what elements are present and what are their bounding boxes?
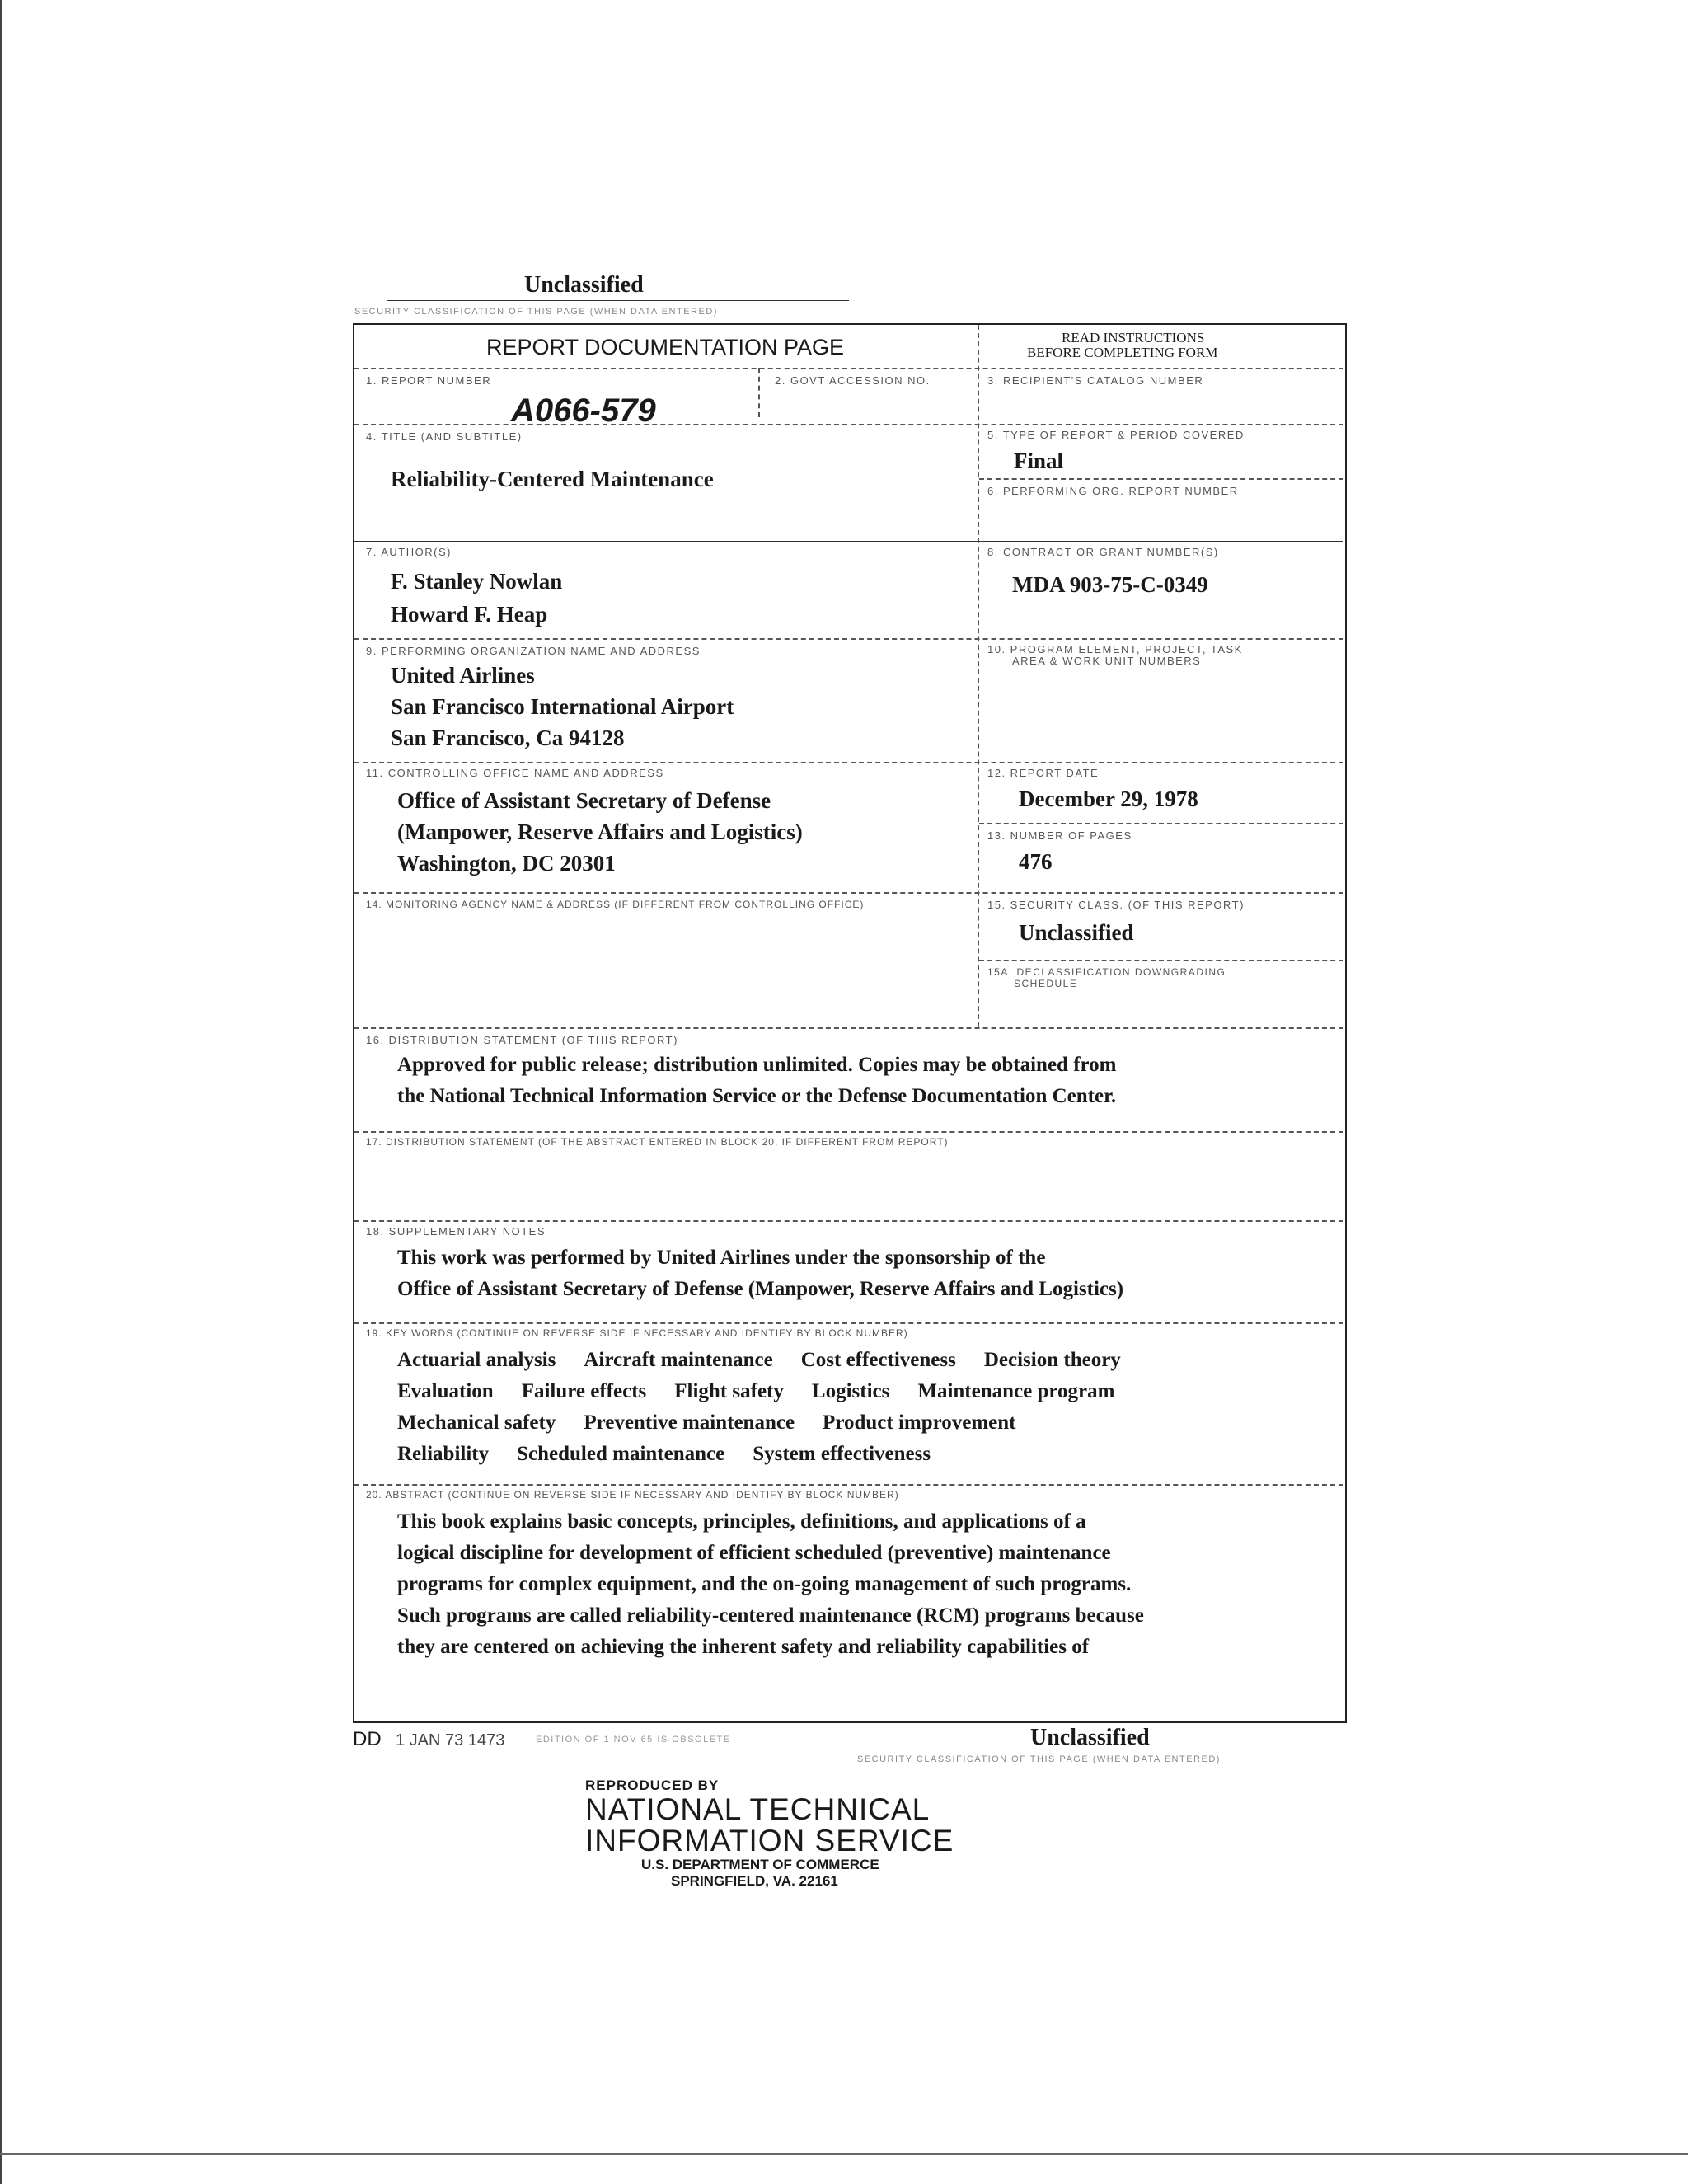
label-program-element-1: 10. PROGRAM ELEMENT, PROJECT, TASK xyxy=(987,643,1243,655)
label-recipient-catalog: 3. RECIPIENT'S CATALOG NUMBER xyxy=(987,374,1204,387)
abstract-line-1: This book explains basic concepts, principles, definitions, and applications of a xyxy=(397,1510,1086,1533)
key-word: Logistics xyxy=(811,1380,890,1402)
label-supplementary-notes: 18. SUPPLEMENTARY NOTES xyxy=(366,1225,546,1238)
label-title: 4. TITLE (AND SUBTITLE) xyxy=(366,430,523,443)
form-number: 1 JAN 73 1473 xyxy=(396,1731,505,1750)
divider-row18 xyxy=(354,1322,1343,1324)
controlling-office-name: Office of Assistant Secretary of Defense xyxy=(397,788,771,813)
divider-row12 xyxy=(979,823,1343,824)
author-2: Howard F. Heap xyxy=(391,602,548,627)
abstract-line-3: programs for complex equipment, and the on-going management of such programs. xyxy=(397,1573,1132,1595)
key-word: Evaluation xyxy=(397,1380,494,1402)
divider-header xyxy=(354,368,1343,369)
report-number-value: A066-579 xyxy=(511,392,656,429)
accession-divider xyxy=(758,368,760,417)
distribution-line-1: Approved for public release; distribution unlimited. Copies may be obtained from xyxy=(397,1054,1117,1076)
key-word: Aircraft maintenance xyxy=(584,1349,773,1371)
instructions-line-2: BEFORE COMPLETING FORM xyxy=(1027,345,1218,360)
divider-row1 xyxy=(354,424,1343,425)
performing-org-address-2: San Francisco, Ca 94128 xyxy=(391,726,625,750)
key-word: Reliability xyxy=(397,1443,490,1465)
report-documentation-form xyxy=(353,323,1347,1723)
ntis-line-3: U.S. DEPARTMENT OF COMMERCE xyxy=(641,1857,879,1872)
key-word: Flight safety xyxy=(674,1380,784,1402)
supplementary-line-2: Office of Assistant Secretary of Defense (Manpower, Reserve Affairs and Logistics) xyxy=(397,1278,1124,1300)
label-program-element-2: AREA & WORK UNIT NUMBERS xyxy=(1012,655,1202,667)
author-1: F. Stanley Nowlan xyxy=(391,569,563,594)
ntis-line-1: NATIONAL TECHNICAL xyxy=(585,1792,931,1826)
label-distribution-abstract: 17. DISTRIBUTION STATEMENT (OF THE ABSTRACT ENTERED IN BLOCK 20, IF DIFFERENT FROM REPORT) xyxy=(366,1136,949,1148)
label-controlling-office: 11. CONTROLLING OFFICE NAME AND ADDRESS xyxy=(366,767,664,779)
performing-org-name: United Airlines xyxy=(391,663,535,688)
contract-number-value: MDA 903-75-C-0349 xyxy=(1012,572,1208,597)
supplementary-line-1: This work was performed by United Airlines under the sponsorship of the xyxy=(397,1247,1046,1269)
key-word: Cost effectiveness xyxy=(800,1349,956,1371)
bottom-classification: Unclassified xyxy=(1030,1725,1150,1750)
ntis-stamp xyxy=(585,1778,954,1890)
key-word: System effectiveness xyxy=(753,1443,931,1465)
label-declassification-2: SCHEDULE xyxy=(1014,978,1078,989)
key-word: Product improvement xyxy=(823,1411,1016,1434)
label-contract-number: 8. CONTRACT OR GRANT NUMBER(S) xyxy=(987,546,1219,558)
column-divider xyxy=(978,325,979,1027)
distribution-line-2: the National Technical Information Service or the Defense Documentation Center. xyxy=(397,1085,1117,1107)
label-performing-org-report: 6. PERFORMING ORG. REPORT NUMBER xyxy=(987,485,1239,497)
divider-row7 xyxy=(354,638,1343,640)
form-title: REPORT DOCUMENTATION PAGE xyxy=(486,335,845,359)
controlling-office-address: Washington, DC 20301 xyxy=(397,851,616,876)
abstract-line-5: they are centered on achieving the inherent safety and reliability capabilities of xyxy=(397,1636,1090,1658)
divider-row16 xyxy=(354,1131,1343,1133)
key-words-row-4 xyxy=(397,1443,931,1466)
title-value: Reliability-Centered Maintenance xyxy=(391,467,714,491)
label-report-number: 1. REPORT NUMBER xyxy=(366,374,492,387)
divider-row17 xyxy=(354,1220,1343,1222)
label-abstract: 20. ABSTRACT (CONTINUE ON REVERSE SIDE IF NECESSARY AND IDENTIFY BY BLOCK NUMBER) xyxy=(366,1489,899,1501)
report-date-value: December 29, 1978 xyxy=(1019,787,1198,811)
divider-row15 xyxy=(979,960,1343,961)
bottom-classification-note: SECURITY CLASSIFICATION OF THIS PAGE (WHEN DATA ENTERED) xyxy=(857,1754,1221,1764)
key-words-row-1 xyxy=(397,1349,1121,1372)
instructions-line-1: READ INSTRUCTIONS xyxy=(1062,330,1205,345)
divider-row19 xyxy=(354,1484,1343,1486)
label-report-type: 5. TYPE OF REPORT & PERIOD COVERED xyxy=(987,429,1245,441)
key-word: Scheduled maintenance xyxy=(517,1443,725,1465)
label-key-words: 19. KEY WORDS (CONTINUE ON REVERSE SIDE IF NECESSARY AND IDENTIFY BY BLOCK NUMBER) xyxy=(366,1327,908,1339)
label-distribution-statement: 16. DISTRIBUTION STATEMENT (OF THIS REPORT) xyxy=(366,1034,678,1046)
key-word: Decision theory xyxy=(983,1349,1121,1371)
edition-note: EDITION OF 1 NOV 65 IS OBSOLETE xyxy=(536,1735,731,1745)
label-monitoring-agency: 14. MONITORING AGENCY NAME & ADDRESS (IF DIFFERENT FROM CONTROLLING OFFICE) xyxy=(366,899,865,910)
key-word: Preventive maintenance xyxy=(584,1411,795,1434)
key-word: Maintenance program xyxy=(917,1380,1115,1402)
divider-row14 xyxy=(354,1027,1343,1029)
controlling-office-division: (Manpower, Reserve Affairs and Logistics) xyxy=(397,820,803,844)
label-declassification-1: 15A. DECLASSIFICATION DOWNGRADING xyxy=(987,966,1226,978)
label-performing-org: 9. PERFORMING ORGANIZATION NAME AND ADDRESS xyxy=(366,645,701,657)
key-words-row-3 xyxy=(397,1411,1016,1435)
abstract-line-2: logical discipline for development of efficient scheduled (preventive) maintenance xyxy=(397,1542,1111,1564)
ntis-line-2: INFORMATION SERVICE xyxy=(585,1824,954,1858)
top-classification-underline xyxy=(387,300,849,301)
key-word: Failure effects xyxy=(521,1380,647,1402)
security-class-value: Unclassified xyxy=(1019,920,1134,945)
abstract-line-4: Such programs are called reliability-centered maintenance (RCM) programs because xyxy=(397,1604,1144,1627)
ntis-line-4: SPRINGFIELD, VA. 22161 xyxy=(671,1873,838,1889)
label-report-date: 12. REPORT DATE xyxy=(987,767,1100,779)
label-govt-accession: 2. GOVT ACCESSION NO. xyxy=(775,374,931,387)
form-id: DD xyxy=(353,1728,382,1750)
scan-bottom-edge xyxy=(0,2153,1688,2155)
divider-row4 xyxy=(354,541,1343,542)
key-word: Actuarial analysis xyxy=(397,1349,556,1371)
top-classification-note: SECURITY CLASSIFICATION OF THIS PAGE (WHEN DATA ENTERED) xyxy=(354,307,718,317)
ntis-reproduced-by: REPRODUCED BY xyxy=(585,1778,720,1793)
key-words-row-2 xyxy=(397,1380,1114,1403)
divider-row5 xyxy=(979,478,1343,480)
divider-row9 xyxy=(354,762,1343,763)
label-security-class: 15. SECURITY CLASS. (OF THIS REPORT) xyxy=(987,899,1245,911)
performing-org-address-1: San Francisco International Airport xyxy=(391,694,734,719)
top-classification: Unclassified xyxy=(524,272,644,298)
label-number-of-pages: 13. NUMBER OF PAGES xyxy=(987,829,1132,842)
report-type-value: Final xyxy=(1014,449,1064,473)
label-authors: 7. AUTHOR(S) xyxy=(366,546,452,558)
divider-row11 xyxy=(354,892,1343,894)
number-of-pages-value: 476 xyxy=(1019,849,1053,874)
key-word: Mechanical safety xyxy=(397,1411,556,1434)
scan-left-edge xyxy=(0,0,2,2184)
